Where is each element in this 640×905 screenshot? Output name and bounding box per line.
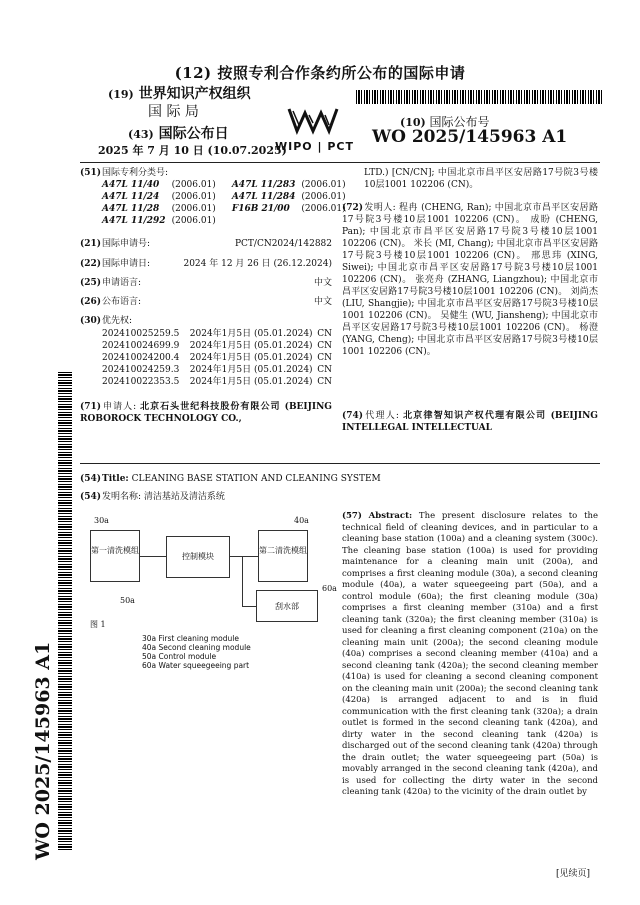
agent-block: (74)代理人: 北京律智知识产权代理有限公司 (BEIJING INTELLEGAL INTELLECTUAL	[342, 411, 598, 433]
continued-note: [见续页]	[556, 869, 591, 879]
title-chinese: (54)发明名称: 清洁基站及清洁系统	[80, 492, 225, 502]
connector	[242, 556, 243, 606]
filing-date-row: (22)国际申请日: 2024 年 12 月 26 日 (26.12.2024)	[80, 259, 332, 269]
applicant-block: (71)申请人: 北京石头世纪科技股份有限公司 (BEIJING ROBOROCK TECHNOLOGY CO.,	[80, 402, 332, 424]
application-number-row: (21)国际申请号: PCT/CN2024/142882	[80, 239, 332, 249]
ipc-label: (51)国际专利分类号:	[80, 168, 169, 178]
second-cleaning-module-box: 第二清洗模组	[258, 530, 308, 582]
organization-name: (19) 世界知识产权组织	[108, 86, 251, 102]
figure-ref-50a: 50a	[120, 596, 135, 605]
body-divider	[80, 463, 600, 464]
publication-number: WO 2025/145963 A1	[372, 127, 568, 147]
figure-legend: 30a First cleaning module 40a Second cleaning module 50a Control module 60a Water squeegeeing part	[142, 634, 251, 670]
connector	[140, 556, 166, 557]
figure-label: 图 1	[90, 620, 106, 629]
barcode-top	[356, 90, 604, 104]
abstract-block: (57) Abstract: The present disclosure relates to the technical field of cleaning devices, and in particular to a cleaning base station (100a) and a cleaning system (300c). The cleaning base station (100a) is used for providing maintenance for a cleaning main unit (200a), and comprises a first cleaning module (30a), a second cleaning module (40a), a water squeegeeing part (50a), and a control module (60a); the first cleaning module (30a) comprises a first cleaning member (310a) and a first cleaning tank (320a); the first cleaning member (310a) is used for cleaning a first cleaning component (210a) on the cleaning main unit (200a); the second cleaning module (40a) comprises a second cleaning member (410a) and a second cleaning tank (420a); the second cleaning member (410a) is used for cleaning a second cleaning component on the cleaning main unit (200a); the second cleaning tank (420a) is arranged adjacent to and is in fluid communication with the first cleaning tank (320a); a drain outlet is formed in the second cleaning tank (420a), and dirty water in the second cleaning tank (420a) is discharged out of the second cleaning tank (420a) through the drain outlet; the water squeegeeing part (50a) is movably arranged in the second cleaning tank (420a), and is used for collecting the dirty water in the second cleaning tank (420a) to the vicinity of the drain outlet by	[342, 511, 598, 797]
figure-ref-40a: 40a	[294, 516, 309, 525]
inventors-block: (72)发明人: 程冉 (CHENG, Ran); 中国北京市昌平区安居路17号院3号楼10层1001 102206 (CN)。 成盼 (CHENG, Pan); 中国北京市昌平区安居路17号院3号楼10层1001 102206 (CN)。 米长 (MI, Chang); 中国北京市昌平区安居路17号院3号楼10层1001 102206 (CN)。 邢思玮 (XING, Siwei); 中国北京市昌平区安居路17号院3号楼10层1001 102206 (CN)。 张亮舟 (ZHANG, Liangzhou); 中国北京市昌平区安居路17号院3号楼10层1001 102206 (CN)。 刘尚杰 (LIU, Shangjie); 中国北京市昌平区安居路17号院3号楼10层1001 102206 (CN)。 吴健生 (WU, Jiansheng); 中国北京市昌平区安居路17号院3号楼10层1001 102206 (CN)。 杨澄 (YANG, Cheng); 中国北京市昌平区安居路17号院3号楼10层1001 102206 (CN)。	[342, 203, 598, 357]
side-publication-number: WO 2025/145963 A1	[32, 641, 54, 860]
connector	[242, 606, 256, 607]
figure-area	[86, 512, 338, 712]
header-divider	[80, 162, 600, 163]
priority-row: 202410024699.9 2024年1月5日 (05.01.2024) CN	[102, 341, 332, 351]
applicant-continued: LTD.) [CN/CN]; 中国北京市昌平区安居路17号院3号楼10层1001 102206 (CN)。	[364, 168, 598, 190]
publication-language-row: (26)公布语言: 中文	[80, 297, 332, 307]
ipc-table: A47L 11/40 (2006.01) A47L 11/283 (2006.01) A47L 11/24 (2006.01) A47L 11/284 (2006.01) A47L 11/28 (2006.01) F16B 21/00 (2006.01) A47L 11/292 (2006.01)	[102, 180, 346, 226]
priority-table	[102, 328, 332, 388]
bureau-name: 国 际 局	[148, 104, 199, 120]
priority-row: 202410024200.4 2024年1月5日 (05.01.2024) CN	[102, 353, 332, 363]
control-module-box: 控制模块	[166, 536, 230, 578]
publication-number-label: (10) 国际公布号	[400, 115, 490, 129]
title-english: (54)Title: CLEANING BASE STATION AND CLEANING SYSTEM	[80, 474, 381, 484]
filing-language-row: (25)申请语言: 中文	[80, 278, 332, 288]
wipo-logo	[283, 105, 343, 141]
publication-date-label: (43) 国际公布日	[128, 126, 229, 142]
wipo-pct-text: WIPO | PCT	[275, 140, 354, 153]
figure-ref-30a: 30a	[94, 516, 109, 525]
squeegee-part-box: 刮水部	[256, 590, 318, 622]
priority-row: 202410022353.5 2024年1月5日 (05.01.2024) CN	[102, 377, 332, 387]
priority-label: (30)优先权:	[80, 316, 133, 326]
first-cleaning-module-box: 第一清洗模组	[90, 530, 140, 582]
priority-row: 202410025259.5 2024年1月5日 (05.01.2024) CN	[102, 329, 332, 339]
document-type-heading: (12) 按照专利合作条约所公布的国际申请	[174, 64, 466, 82]
connector	[230, 556, 258, 557]
priority-row: 202410024259.3 2024年1月5日 (05.01.2024) CN	[102, 365, 332, 375]
figure-ref-60a: 60a	[322, 584, 337, 593]
publication-date: 2025 年 7 月 10 日 (10.07.2025)	[98, 144, 287, 157]
barcode-side	[58, 370, 72, 850]
